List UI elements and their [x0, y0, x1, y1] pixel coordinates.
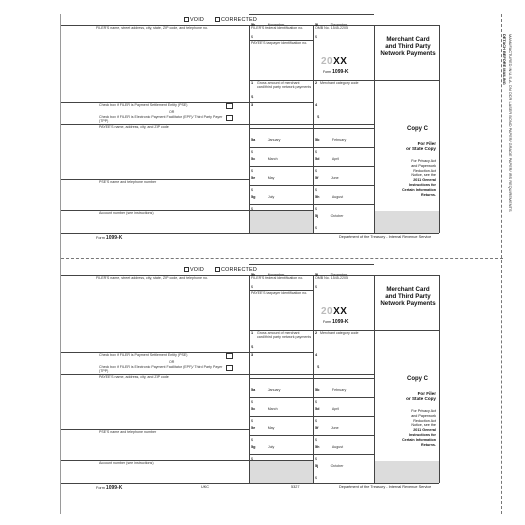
month-code: 5f — [315, 426, 319, 430]
filer-tin-label: FILER'S federal identification no. — [251, 26, 304, 30]
dollar-sign: $ — [251, 169, 253, 173]
month-name: August — [331, 195, 344, 199]
dollar-sign: $ — [315, 188, 317, 192]
form-1099k-top: VOID CORRECTED FILER'S name, street address, city, state, ZIP code, and telephone no. FILER'S federal identification no. OMB No. 1545-2205 20XX Form 1099-K PAYEE'S taxpayer identification no. Merchant Card and Third Party Network Payments 1 Gross amount of merchant card/third party network payments $ 2 Merchant category code 3 4 $ Check box if FILER is Payment Settlement Entity (PSE) OR Check box if FILER is Electronic Payment Facilitator (EPF)/ Third Party Payer (TPP) PAYEE'S name, address, city, and ZIP code 5a January $ 5b February $ 5c March $ 5d April $ 5e May $ 5f June $ 5g July $ 5h August $ 5j October $ 5k November $ 5l December $ PSE'S name and telephone number Account number (see instructions) Copy C For Filer or State Copy For Privacy Act and Paperwork Reduction Act Notice, see the 2011 General Instructions for Certain Information Returns. Form 1099-K Department of the Treasury - Internal Revenue Service — [61, 14, 503, 252]
footer-form: Form 1099-K — [96, 485, 123, 491]
dollar-sign: $ — [315, 169, 317, 173]
footer-dept: Department of the Treasury - Internal Revenue Service — [339, 235, 432, 239]
month-name: July — [267, 195, 275, 199]
dollar-sign: $ — [251, 457, 253, 461]
payee-tin-label: PAYEE'S taxpayer identification no. — [251, 41, 308, 45]
month-name: May — [267, 426, 275, 430]
dollar-sign: $ — [251, 207, 253, 211]
dollar-sign: $ — [251, 188, 253, 192]
month-name: April — [331, 407, 340, 411]
month-code: 5g — [251, 195, 256, 199]
dollar-sign: $ — [315, 226, 317, 230]
account-label: Account number (see instructions) — [99, 211, 154, 215]
form-label: Form 1099-K — [323, 69, 349, 75]
month-code: 5b — [315, 138, 320, 142]
payee-address-label: PAYEE'S name, address, city, and ZIP code — [99, 125, 169, 129]
month-name: February — [331, 138, 347, 142]
pse-label: Check box if FILER is Payment Settlement Entity (PSE) — [99, 103, 188, 107]
month-code: 5h — [315, 195, 320, 199]
dollar-sign: $ — [315, 400, 317, 404]
month-name: April — [331, 157, 340, 161]
tax-year: 20XX — [321, 56, 348, 67]
dollar-sign: $ — [251, 438, 253, 442]
month-name: July — [267, 445, 275, 449]
month-code: 5l — [315, 273, 319, 277]
copy-subtitle: For Filer or State Copy — [406, 141, 436, 152]
dollar-sign: $ — [315, 150, 317, 154]
month-code: 5c — [251, 157, 256, 161]
month-code: 5c — [251, 407, 256, 411]
month-code: 5a — [251, 138, 256, 142]
void-checkbox[interactable]: VOID — [184, 267, 204, 273]
footer-form: Form 1099-K — [96, 235, 123, 241]
month-box-december[interactable] — [315, 14, 373, 40]
pse-checkbox[interactable] — [226, 103, 233, 109]
month-name: November — [267, 23, 285, 27]
form-title: Merchant Card and Third Party Network Payments — [380, 286, 436, 308]
side-manufacturer-text: MANUFACTURED IN U.S.A. ON OCR LASER BOND PAPER/ GRADE PAPER/ IRS REQUIREMENTS — [508, 34, 513, 212]
omb-label: OMB No. 1545-2205 — [315, 26, 348, 30]
month-name: May — [267, 176, 275, 180]
month-code: 5e — [251, 426, 256, 430]
omb-label: OMB No. 1545-2205 — [315, 276, 348, 280]
month-code: 5k — [251, 23, 256, 27]
form-1099k-bottom: VOID CORRECTED FILER'S name, street address, city, state, ZIP code, and telephone no. FILER'S federal identification no. OMB No. 1545-2205 20XX Form 1099-K PAYEE'S taxpayer identification no. Merchant Card and Third Party Network Payments 1 Gross amount of merchant card/third party network payments $ 2 Merchant category code 3 4 $ Check box if FILER is Payment Settlement Entity (PSE) OR Check box if FILER is Electronic Payment Facilitator (EPF)/ Third Party Payer (TPP) PAYEE'S name, address, city, and ZIP code 5a January $ 5b February $ 5c March $ 5d April $ 5e May $ 5f June $ 5g July $ 5h August $ 5j October $ 5k November $ 5l December $ PSE'S name and telephone number Account number (see instructions) Copy C For Filer or State Copy For Privacy Act and Paperwork Reduction Act Notice, see the 2011 General Instructions for Certain Information Returns. Form 1099-K UKC 5327 Department of the Treasury - Internal Revenue Service — [61, 264, 503, 502]
corrected-checkbox[interactable]: CORRECTED — [215, 17, 257, 23]
footer-code-ukc: UKC — [201, 485, 210, 489]
box1-label: Gross amount of merchant card/third party network payments — [257, 81, 312, 89]
month-code: 5a — [251, 388, 256, 392]
month-box-december[interactable] — [315, 264, 373, 290]
month-name: November — [267, 273, 285, 277]
dollar-sign: $ — [251, 150, 253, 154]
dollar-sign: $ — [315, 476, 317, 480]
pse-phone-label: PSE'S name and telephone number — [99, 430, 157, 434]
footer-dept: Department of the Treasury - Internal Revenue Service — [339, 485, 432, 489]
filer-name-label: FILER'S name, street address, city, state, ZIP code, and telephone no. — [96, 276, 209, 280]
box2-label: Merchant category code — [320, 331, 359, 335]
month-name: June — [330, 176, 339, 180]
month-code: 5g — [251, 445, 256, 449]
epf-checkbox[interactable] — [226, 365, 233, 371]
dollar-sign: $ — [251, 400, 253, 404]
epf-label: Check box if FILER is Electronic Payment Facilitator (EPF)/ Third Party Payer (TPP) — [99, 365, 223, 373]
copy-notice: For Privacy Act and Paperwork Reduction Act Notice, see the 2011 General Instructions for Certain Information Returns. — [401, 159, 436, 197]
month-code: 5j — [315, 464, 319, 468]
account-label: Account number (see instructions) — [99, 461, 154, 465]
month-code: 5k — [251, 273, 256, 277]
month-name: February — [331, 388, 347, 392]
dollar-sign: $ — [251, 35, 253, 39]
month-box-november[interactable] — [251, 264, 309, 290]
month-code: 5l — [315, 23, 319, 27]
payee-address-label: PAYEE'S name, address, city, and ZIP code — [99, 375, 169, 379]
month-name: December — [330, 273, 348, 277]
dollar-sign: $ — [315, 438, 317, 442]
copy-notice: For Privacy Act and Paperwork Reduction Act Notice, see the 2011 General Instructions for Certain Information Returns. — [401, 409, 436, 447]
month-name: October — [330, 214, 344, 218]
footer-code-number: 5327 — [291, 485, 300, 489]
copy-subtitle: For Filer or State Copy — [406, 391, 436, 402]
form-title: Merchant Card and Third Party Network Payments — [380, 36, 436, 58]
dollar-sign: $ — [315, 285, 317, 289]
tax-year: 20XX — [321, 306, 348, 317]
dollar-sign: $ — [315, 419, 317, 423]
form-label: Form 1099-K — [323, 319, 349, 325]
dollar-sign: $ — [315, 207, 317, 211]
month-name: October — [330, 464, 344, 468]
month-code: 5h — [315, 445, 320, 449]
dollar-sign: $ — [251, 285, 253, 289]
copy-title: Copy C — [407, 376, 428, 382]
month-code: 5j — [315, 214, 319, 218]
month-name: March — [267, 157, 278, 161]
filer-tin-label: FILER'S federal identification no. — [251, 276, 304, 280]
side-detach-text: DETACH BEFORE MAILING — [502, 34, 507, 85]
pse-phone-label: PSE'S name and telephone number — [99, 180, 157, 184]
month-name: January — [267, 388, 281, 392]
month-box-november[interactable] — [251, 14, 309, 40]
month-code: 5e — [251, 176, 256, 180]
box2-label: Merchant category code — [320, 81, 359, 85]
void-checkbox[interactable]: VOID — [184, 17, 204, 23]
copy-title: Copy C — [407, 126, 428, 132]
pse-checkbox[interactable] — [226, 353, 233, 359]
month-code: 5d — [315, 157, 320, 161]
dollar-sign: $ — [251, 419, 253, 423]
pse-label: Check box if FILER is Payment Settlement Entity (PSE) — [99, 353, 188, 357]
payee-tin-label: PAYEE'S taxpayer identification no. — [251, 291, 308, 295]
month-name: January — [267, 138, 281, 142]
month-box-october[interactable] — [315, 205, 373, 231]
corrected-checkbox[interactable]: CORRECTED — [215, 267, 257, 273]
month-name: August — [331, 445, 344, 449]
month-box-october[interactable] — [315, 455, 373, 481]
month-name: March — [267, 407, 278, 411]
epf-label: Check box if FILER is Electronic Payment Facilitator (EPF)/ Third Party Payer (TPP) — [99, 115, 223, 123]
perforation-line — [61, 258, 503, 259]
month-name: June — [330, 426, 339, 430]
box1-label: Gross amount of merchant card/third party network payments — [257, 331, 312, 339]
month-code: 5f — [315, 176, 319, 180]
month-name: December — [330, 23, 348, 27]
filer-name-label: FILER'S name, street address, city, state, ZIP code, and telephone no. — [96, 26, 209, 30]
dollar-sign: $ — [315, 457, 317, 461]
dollar-sign: $ — [315, 35, 317, 39]
epf-checkbox[interactable] — [226, 115, 233, 121]
month-code: 5d — [315, 407, 320, 411]
tax-form-sheet — [60, 14, 513, 514]
month-code: 5b — [315, 388, 320, 392]
